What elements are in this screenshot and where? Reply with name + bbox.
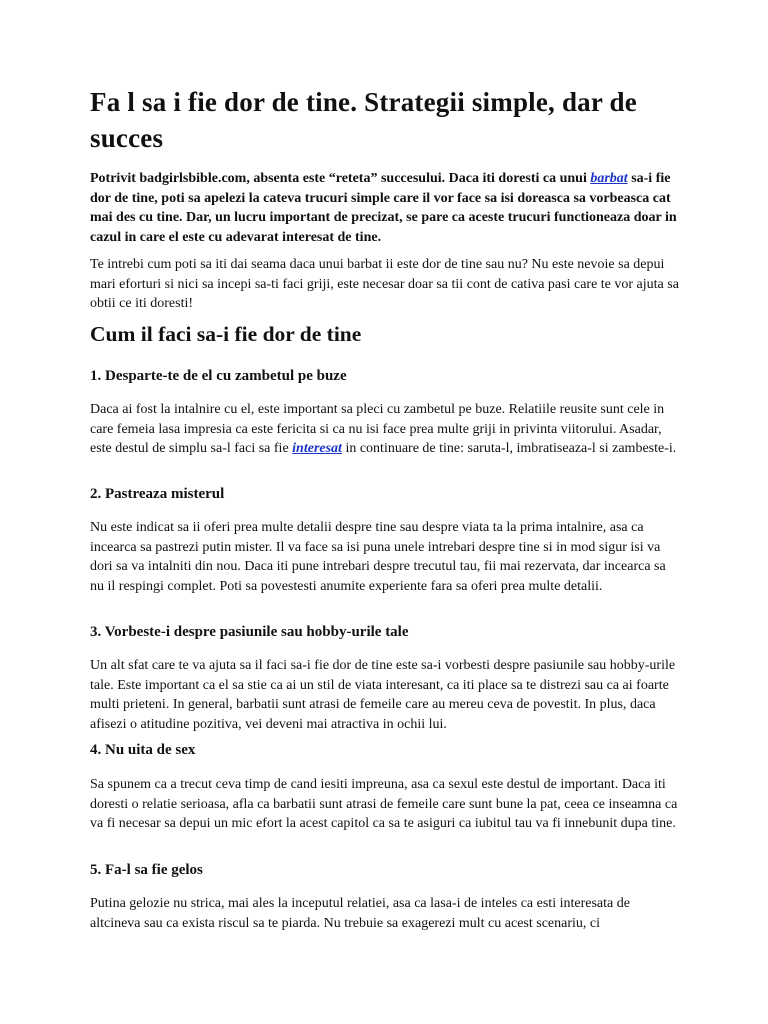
item-1-text-after: in continuare de tine: saruta-l, imbratiseaza-l si zambeste-i. xyxy=(341,441,677,456)
barbat-link[interactable]: barbat xyxy=(590,171,628,186)
intro-paragraph xyxy=(90,169,680,247)
item-text-1 xyxy=(90,400,680,459)
item-text-5: Putina gelozie nu strica, mai ales la inceputul relatiei, asa ca lasa-i de inteles ca esti interesata de altcineva sau ca exista riscul sa te piarda. Nu trebuie sa exagerezi mult cu acest scenariu, ci xyxy=(90,896,630,931)
intro-text-after: sa-i fie dor de tine, poti sa apelezi la cateva trucuri simple care il vor face sa isi doreasca sa vorbeasca cat mai des cu tine. Dar, un lucru important de precizat, se pare ca aceste trucuri functioneaza doar in cazul in care el este cu adevarat interesat de tine. xyxy=(90,171,677,245)
section-heading: Cum il faci sa-i fie dor de tine xyxy=(90,322,362,346)
intro-text-before: Potrivit badgirlsbible.com, absenta este “reteta” succesului. Daca iti doresti ca unui xyxy=(90,171,591,186)
body-paragraph: Te intrebi cum poti sa iti dai seama daca unui barbat ii este dor de tine sau nu? Nu este nevoie sa depui mari eforturi si nici sa incepi sa-ti faci griji, este necesar doar sa tii cont de cativa pasi care te vor ajuta sa obtii ce iti doresti! xyxy=(90,257,679,311)
item-heading-3: 3. Vorbeste-i despre pasiunile sau hobby-urile tale xyxy=(90,624,409,640)
item-heading-2: 2. Pastreaza misterul xyxy=(90,486,225,502)
interesat-link[interactable]: interesat xyxy=(292,441,342,456)
item-heading-4: 4. Nu uita de sex xyxy=(90,742,196,758)
page-title: Fa l sa i fie dor de tine. Strategii simple, dar de succes xyxy=(90,87,637,153)
item-heading-1: 1. Desparte-te de el cu zambetul pe buze xyxy=(90,368,347,384)
item-text-2: Nu este indicat sa ii oferi prea multe detalii despre tine sau despre viata ta la prima intalnire, asa ca incearca sa pastrezi putin mister. Il va face sa isi puna unele intrebari despre tine si in mod sigur isi va dori sa va intalniti din nou. Daca iti pune intrebari despre trecutul tau, fii mai rezervata, dar incearca sa nu il respingi complet. Poti sa povestesti anumite experiente fara sa oferi prea multe detalii. xyxy=(90,520,666,594)
item-1-text-before: Daca ai fost la intalnire cu el, este important sa pleci cu zambetul pe buze. Relatiile reusite sunt cele in care femeia lasa impresia ca este fericita si ca nu isi face prea multe griji in privinta viitorului. Asadar, este destul de simplu sa-l faci sa fie xyxy=(90,402,665,456)
item-text-3: Un alt sfat care te va ajuta sa il faci sa-i fie dor de tine este sa-i vorbesti despre pasiunile sau hobby-urile tale. Este important ca el sa stie ca ai un stil de viata interesant, ca iti place sa te distrezi sau ca ai foarte multi prieteni. In general, barbatii sunt atrasi de femeile care au mereu ceva de povestit. In plus, daca afisezi o atitudine pozitiva, vei deveni mai atractiva in ochii lui. xyxy=(90,658,676,732)
item-text-4: Sa spunem ca a trecut ceva timp de cand iesiti impreuna, asa ca sexul este destul de important. Daca iti doresti o relatie serioasa, afla ca barbatii sunt atrasi de femeile care sunt bune la pat, ceea ce inseamna ca va fi necesar sa depui un mic efort la acest capitol ca sa te asiguri ca iubitul tau va fi innebunit dupa tine. xyxy=(90,777,678,831)
item-heading-5: 5. Fa-l sa fie gelos xyxy=(90,862,203,878)
